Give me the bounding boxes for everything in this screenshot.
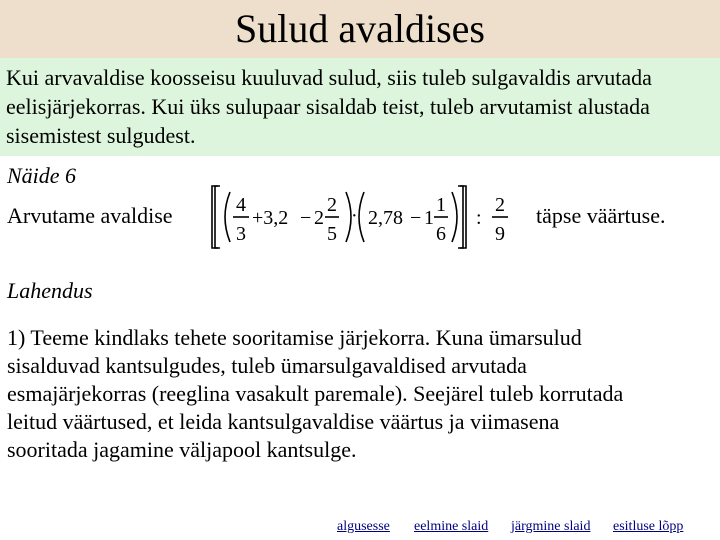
solution-line: sooritada jagamine väljapool kantsulge.	[7, 437, 357, 462]
example-text: Arvutame avaldise	[7, 203, 173, 228]
mixed1-whole: 2	[314, 207, 324, 229]
mixed2-num: 1	[436, 194, 446, 216]
minus-sign-2: −	[410, 207, 422, 229]
intro-line: Kui arvavaldise koosseisu kuuluvad sulud, siis tuleb sulgavaldis arvutada	[6, 65, 652, 90]
minus-sign: −	[300, 207, 312, 229]
solution-line: sisalduvad kantsulgudes, tuleb ümarsulgavaldised arvutada	[7, 353, 527, 378]
mixed2-den: 6	[436, 223, 446, 245]
nav-end-link[interactable]: esitluse lõpp	[613, 519, 684, 534]
solution-line: leitud väärtused, et leida kantsulgavaldise väärtus ja viimasena	[7, 409, 560, 434]
dot-operator: ·	[351, 205, 358, 227]
intro-line: sisemistest sulgudest.	[6, 123, 196, 148]
term2: 2,78	[368, 207, 403, 229]
intro-line: eelisjärjekorras. Kui üks sulupaar sisaldab teist, tuleb arvutamist alustada	[6, 94, 650, 119]
plus-term: +3,2	[252, 207, 289, 229]
left-paren-2	[359, 192, 364, 242]
nav-prev-link[interactable]: eelmine slaid	[414, 519, 489, 534]
frac2-den: 9	[495, 223, 505, 245]
mixed1-num: 2	[327, 194, 337, 216]
frac1-den: 3	[236, 223, 246, 245]
solution-text	[7, 324, 707, 464]
frac2-num: 2	[495, 194, 505, 216]
nav-next-link[interactable]: järgmine slaid	[511, 519, 591, 534]
left-paren-1	[225, 192, 230, 242]
right-paren-2	[452, 192, 457, 242]
solution-label: Lahendus	[7, 278, 93, 303]
frac1-num: 4	[236, 194, 246, 216]
nav-next-wrap	[511, 518, 590, 536]
formula-svg	[208, 182, 524, 252]
colon-operator: :	[476, 207, 482, 229]
solution-line: esmajärjekorras (reeglina vasakult paremale). Seejärel tuleb korrutada	[7, 381, 624, 406]
nav-home-wrap	[337, 518, 390, 536]
math-formula	[208, 182, 524, 252]
nav-home-link[interactable]: algusesse	[337, 519, 390, 534]
intro-box	[0, 58, 720, 156]
solution-line: 1) Teeme kindlaks tehete sooritamise järjekorra. Kuna ümarsulud	[7, 325, 582, 350]
example-tail-text: täpse väärtuse.	[536, 203, 666, 228]
mixed1-den: 5	[327, 223, 337, 245]
example-label: Näide 6	[7, 163, 77, 188]
slide-title: Sulud avaldises	[0, 0, 720, 58]
nav-end-wrap	[613, 518, 683, 536]
mixed2-whole: 1	[424, 207, 434, 229]
nav-prev-wrap	[414, 518, 488, 536]
